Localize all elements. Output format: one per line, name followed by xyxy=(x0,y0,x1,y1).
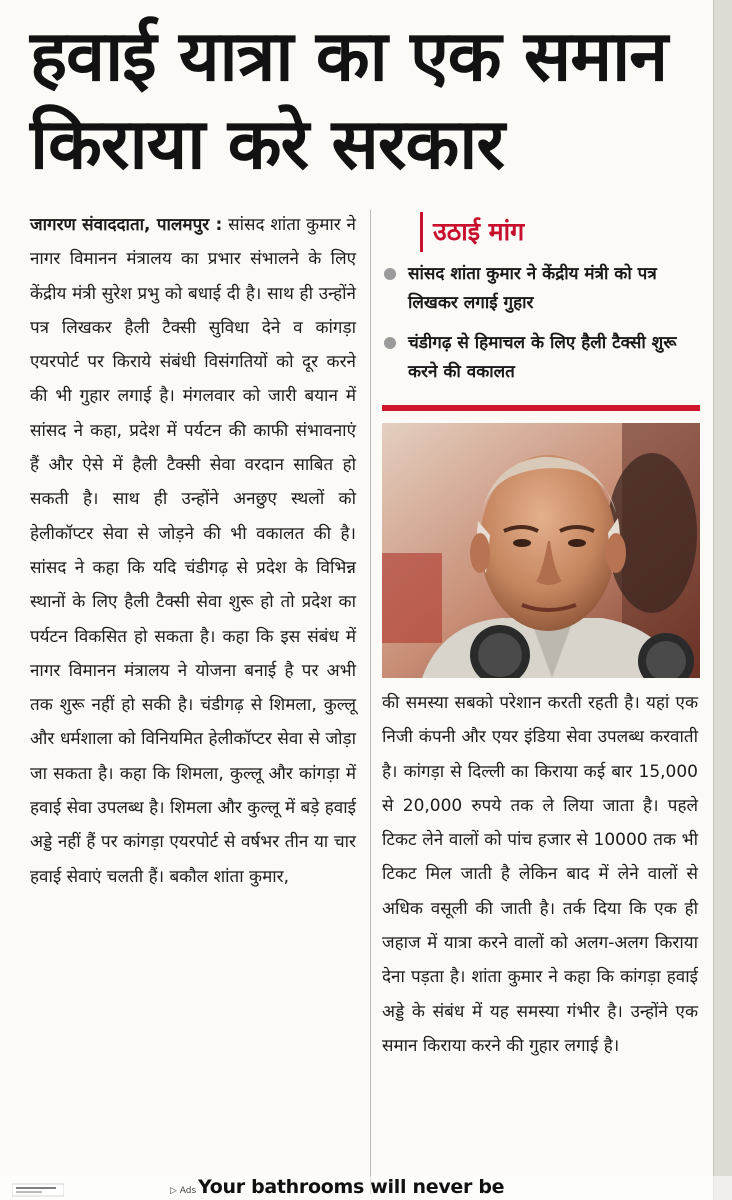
highlight-title: उठाई मांग xyxy=(420,212,700,252)
column-divider xyxy=(370,210,371,1195)
headline-line-2: किराया करे सरकार xyxy=(30,103,504,185)
headline-line-1: हवाई यात्रा का एक समान xyxy=(30,15,668,97)
bullet-dot-icon xyxy=(384,268,396,280)
ad-text[interactable]: Your bathrooms will never be xyxy=(198,1176,505,1198)
red-divider xyxy=(382,405,700,411)
article-right-column xyxy=(382,686,698,1063)
highlight-point xyxy=(382,260,700,318)
page-edge xyxy=(713,0,732,1200)
article-left-body: सांसद शांता कुमार ने नागर विमानन मंत्रालय का प्रभार संभालने के लिए केंद्रीय मंत्री सुरेश प्रभु को बधाई दी है। साथ ही उन्होंने पत्र लिखकर हैली टैक्सी सुविधा देने व कांगड़ा एयरपोर्ट पर किराये संबंधी विसंगतियों को दूर करने की भी गुहार लगाई है। मंगलवार को जारी बयान में सांसद ने कहा, प्रदेश में पर्यटन की काफी संभावनाएं हैं और ऐसे में हैली टैक्सी सेवा वरदान साबित हो सकती है। साथ ही उन्होंने अनछुए स्थलों को हेलीकॉप्टर सेवा से जोड़ने की भी वकालत की है। सांसद ने कहा कि यदि चंडीगढ़ से प्रदेश के विभिन्न स्थानों के लिए हैली टैक्सी सेवा शुरू हो तो प्रदेश का पर्यटन विकसित हो सकता है। कहा कि इस संबंध में नागर विमानन मंत्रालय ने योजना बनाई है पर अभी तक शुरू नहीं हो सकी है। चंडीगढ़ से शिमला, कुल्लू और धर्मशाला को विनियमित हेलीकॉप्टर सेवा से जोड़ा जा सकता है। कहा कि शिमला, कुल्लू और कांगड़ा में हवाई सेवा उपलब्ध है। शिमला और कुल्लू में बड़े हवाई अड्डे नहीं हैं पर कांगड़ा एयरपोर्ट से वर्षभर तीन या चार हवाई सेवाएं चलती हैं। बकौल शांता कुमार, xyxy=(30,215,356,887)
highlight-point xyxy=(382,329,700,387)
byline: जागरण संवाददाता, पालमपुर : xyxy=(30,215,223,235)
highlight-point-text: सांसद शांता कुमार ने केंद्रीय मंत्री को पत्र लिखकर लगाई गुहार xyxy=(408,264,657,313)
headline xyxy=(30,12,710,188)
article-left-column xyxy=(30,208,356,894)
highlight-list xyxy=(382,260,700,387)
portrait-illustration xyxy=(382,423,700,678)
publisher-logo-icon xyxy=(12,1182,64,1198)
logo-mark-icon xyxy=(12,1182,64,1198)
highlight-point-text: चंडीगढ़ से हिमाचल के लिए हैली टैक्सी शुरू करने की वकालत xyxy=(408,333,677,382)
ad-choices-icon[interactable]: ▷ Ads xyxy=(170,1186,197,1196)
article-right-body: की समस्या सबको परेशान करती रहती है। यहां एक निजी कंपनी और एयर इंडिया सेवा उपलब्ध करवाती है। कांगड़ा से दिल्ली का किराया कई बार 15,000 से 20,000 रुपये तक ले लिया जाता है। पहले टिकट लेने वालों को पांच हजार से 10000 तक भी टिकट मिल जाती है लेकिन बाद में लेने वालों से अधिक वसूली की जाती है। तर्क दिया कि एक ही जहाज में यात्रा करने वालों को अलग-अलग किराया देना पड़ता है। शांता कुमार ने कहा कि कांगड़ा हवाई अड्डे के संबंध में यह समस्या गंभीर है। उन्होंने एक समान किराया करने की गुहार लगाई है। xyxy=(382,693,698,1056)
portrait-photo xyxy=(382,423,700,678)
highlight-box xyxy=(382,212,700,398)
bullet-dot-icon xyxy=(384,337,396,349)
